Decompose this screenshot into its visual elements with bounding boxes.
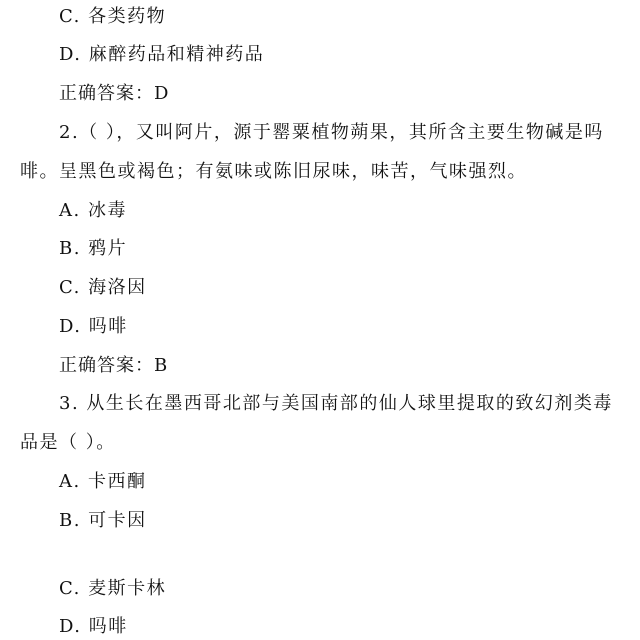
q2-option-c: C. 海洛因 [59, 277, 147, 298]
q3-option-d: D. 吗啡 [59, 616, 128, 637]
q1-correct-answer: 正确答案：D [59, 83, 170, 104]
q1-option-c: C. 各类药物 [59, 6, 167, 27]
q3-option-c: C. 麦斯卡林 [59, 578, 167, 599]
q3-option-b: B. 可卡因 [59, 510, 147, 531]
q3-option-a: A. 卡西酮 [59, 471, 147, 492]
q2-option-a: A. 冰毒 [59, 200, 127, 221]
q2-stem-line1: 2.（ ），又叫阿片，源于罂粟植物蒴果，其所含主要生物碱是吗 [59, 122, 604, 143]
q1-option-d: D. 麻醉药品和精神药品 [59, 44, 265, 65]
q3-stem-line1: 3. 从生长在墨西哥北部与美国南部的仙人球里提取的致幻剂类毒 [59, 393, 613, 414]
q2-option-b: B. 鸦片 [59, 238, 128, 259]
q2-stem-line2: 啡。呈黑色或褐色；有氨味或陈旧尿味，味苦，气味强烈。 [20, 161, 527, 182]
q2-option-d: D. 吗啡 [59, 316, 128, 337]
q3-stem-line2: 品是（ ）。 [20, 432, 116, 453]
q2-correct-answer: 正确答案：B [59, 355, 169, 376]
